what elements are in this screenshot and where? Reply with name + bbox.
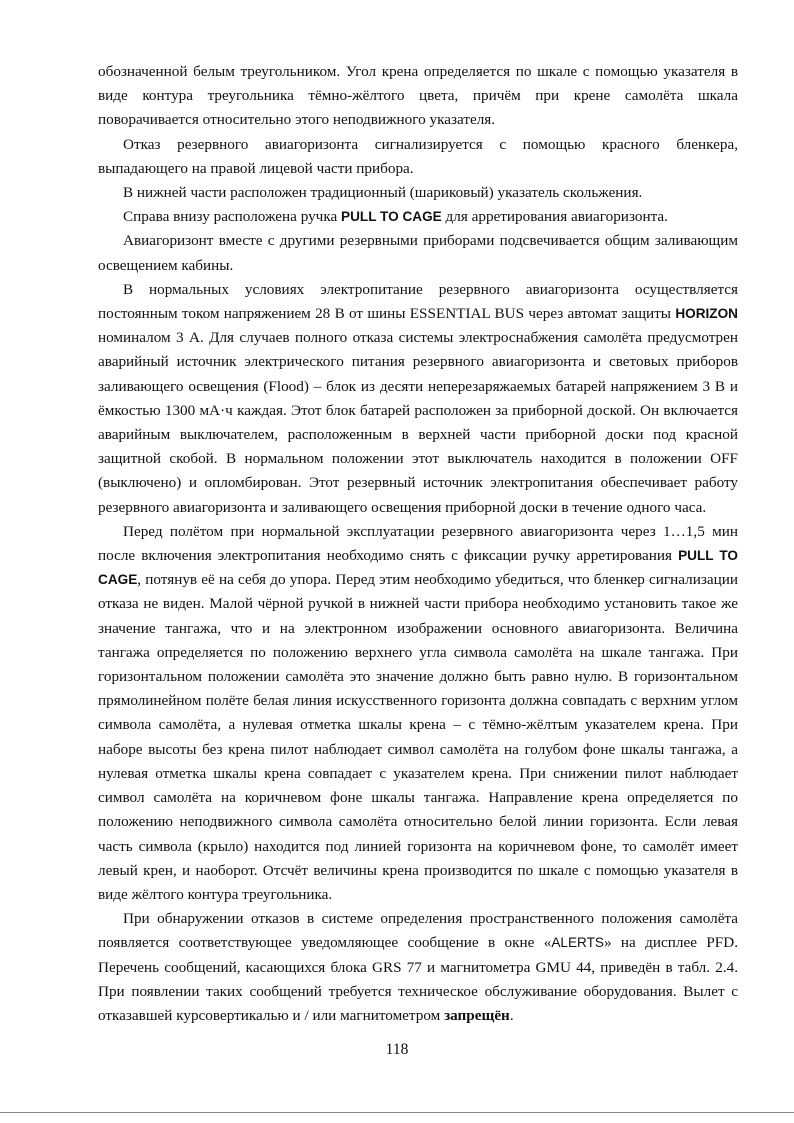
paragraph	[98, 205, 738, 229]
breaker-label: HORIZON	[675, 306, 738, 322]
text-run: Отказ резервного авиагоризонта сигнализируется с помощью красного бленкера, выпадающего на правой лицевой части прибора.	[98, 135, 738, 177]
text-run: В нормальных условиях электропитание резервного авиагоризонта осуществляется постоянным током напряжением 28 В от шины ESSENTIAL BUS через автомат защиты	[98, 280, 738, 323]
text-run: Перед полётом при нормальной эксплуатации резервного авиагоризонта через 1…1,5 мин после включения электропитания необходимо снять с фиксации ручку арретирования	[98, 522, 738, 565]
paragraph	[98, 907, 738, 1028]
text-run: » на дисплее PFD. Перечень сообщений, касающихся блока GRS 77 и магнитометра GMU 44, приведён в табл. 2.4. При появлении таких сообщений требуется техническое обслуживание оборудования. Вылет с отказавшей курсовертикалью и / или магнитометром	[98, 934, 738, 1024]
alerts-label: ALERTS	[551, 935, 604, 951]
text-run: для арретирования авиагоризонта.	[441, 208, 668, 226]
text-run: В нижней части расположен традиционный (шариковый) указатель скольжения.	[123, 184, 643, 202]
paragraph	[98, 278, 738, 520]
document-body	[98, 60, 738, 1028]
text-run: Справа внизу расположена ручка	[123, 208, 342, 226]
page-edge-rule	[0, 1112, 794, 1113]
paragraph	[98, 520, 738, 907]
paragraph	[98, 60, 738, 133]
control-label: PULL TO CAGE	[341, 209, 442, 225]
text-run: .	[509, 1006, 514, 1024]
text-run: Авиагоризонт вместе с другими резервными приборами подсвечивается общим заливающим освещением кабины.	[98, 232, 738, 274]
page-number: 118	[385, 1041, 409, 1058]
emphasis: запрещён	[444, 1006, 510, 1024]
text-run: , потянув её на себя до упора. Перед этим необходимо убедиться, что бленкер сигнализации отказа не виден. Малой чёрной ручкой в нижней части прибора необходимо установить такое же значение тангажа, что и на электронном изображении основного авиагоризонта. Величина тангажа определяется по положению верхнего угла символа самолёта на шкале тангажа. При горизонтальном положении самолёта это значение должно быть равно нулю. В горизонтальном прямолинейном полёте белая линия искусственного горизонта должна совпадать с верхним углом символа самолёта, а нулевая отметка шкалы крена – с тёмно-жёлтым указателем крена. При наборе высоты без крена пилот наблюдает символ самолёта на голубом фоне шкалы тангажа, а нулевая отметка шкалы крена совпадает с указателем крена. При снижении пилот наблюдает символ самолёта на коричневом фоне шкалы тангажа. Направление крена определяется по положению неподвижного символа самолёта относительно белой линии горизонта. Если левая часть символа (крыло) находится под линией горизонта на коричневом фоне, то самолёт имеет левый крен, и наоборот. Отсчёт величины крена производится по шкале с помощью указателя в виде жёлтого контура треугольника.	[98, 571, 738, 903]
text-run: обозначенной белым треугольником. Угол крена определяется по шкале с помощью указателя в виде контура треугольника тёмно-жёлтого цвета, причём при крене самолёта шкала поворачивается относительно этого неподвижного указателя.	[98, 63, 738, 129]
text-run: номиналом 3 А. Для случаев полного отказа системы электроснабжения самолёта предусмотрен аварийный источник электрического питания резервного авиагоризонта и световых приборов заливающего освещения (Flood) – блок из десяти неперезаряжаемых батарей напряжением 3 В и ёмкостью 1300 мА·ч каждая. Этот блок батарей расположен за приборной доской. Он включается аварийным выключателем, расположенным в верхней части приборной доски под красной защитной скобой. В нормальном положении этот выключатель находится в положении OFF (выключено) и опломбирован. Этот резервный источник электропитания обеспечивает работу резервного авиагоризонта и заливающего освещения приборной доски в течение одного часа.	[98, 329, 738, 516]
paragraph	[98, 133, 738, 181]
paragraph	[98, 229, 738, 277]
text-run: При обнаружении отказов в системе определения пространственного положения самолёта появляется соответствующее уведомляющее сообщение в окне «	[98, 910, 738, 952]
control-label: PULL TO CAGE	[98, 548, 739, 588]
paragraph	[98, 181, 738, 205]
